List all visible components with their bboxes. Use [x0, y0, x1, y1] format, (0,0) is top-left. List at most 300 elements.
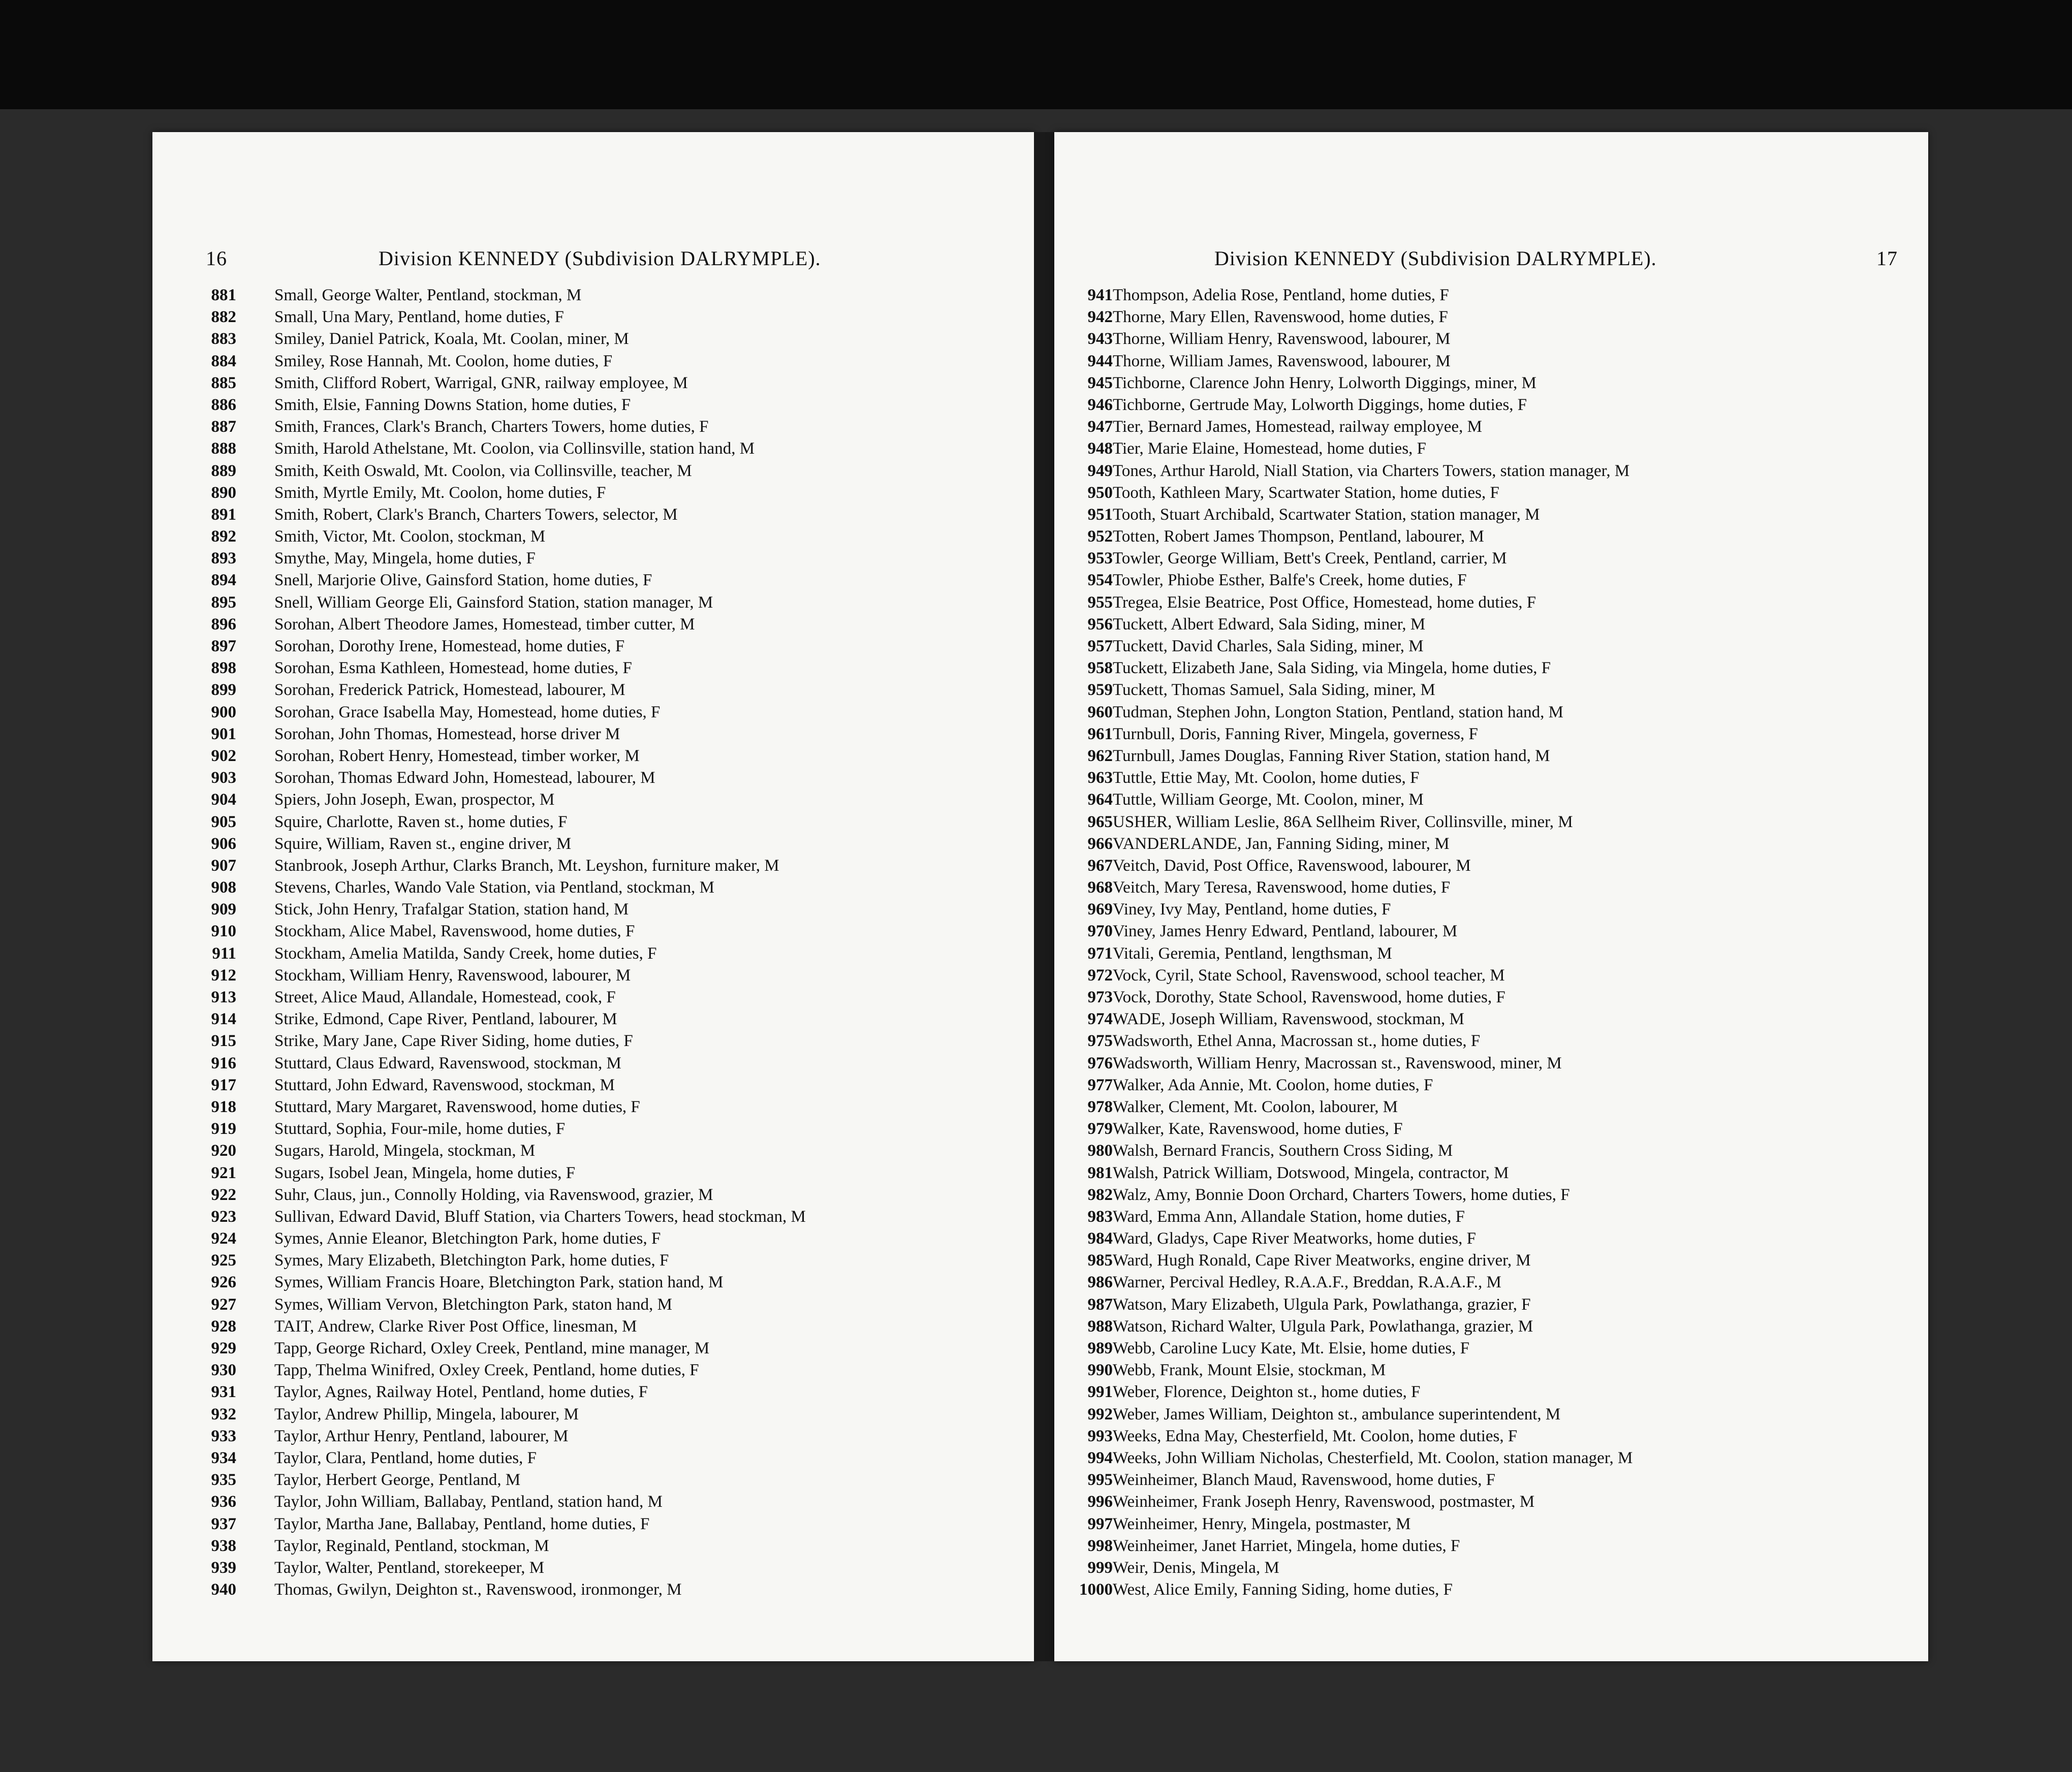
entry-text: Smith, Clifford Robert, Warrigal, GNR, railway employee, M	[274, 373, 688, 392]
entry-number: 960	[1087, 703, 1113, 721]
entry-text: Wadsworth, William Henry, Macrossan st., Ravenswood, miner, M	[1113, 1054, 1562, 1072]
entry-number: 921	[211, 1163, 236, 1182]
entry-number: 918	[211, 1097, 236, 1116]
entry-text: Stuttard, Mary Margaret, Ravenswood, home duties, F	[274, 1097, 640, 1116]
roll-entry	[1054, 1184, 1928, 1206]
entry-number: 958	[1087, 659, 1113, 678]
entry-number: 952	[1087, 527, 1113, 546]
entry-number: 908	[211, 878, 236, 897]
entry-number: 885	[211, 373, 236, 392]
entry-text: Watson, Richard Walter, Ulgula Park, Powlathanga, grazier, M	[1113, 1317, 1533, 1336]
roll-entry	[1054, 1447, 1928, 1469]
roll-entry	[152, 416, 1034, 438]
entry-text: Stockham, William Henry, Ravenswood, labourer, M	[274, 966, 631, 985]
entry-number: 941	[1087, 286, 1113, 304]
book-gutter	[1034, 132, 1054, 1661]
entry-number: 905	[211, 812, 236, 831]
entry-number: 892	[211, 527, 236, 546]
entry-number: 930	[211, 1361, 236, 1380]
entry-number: 899	[211, 681, 236, 700]
roll-entry	[1054, 1250, 1928, 1272]
entry-text: Taylor, Reginald, Pentland, stockman, M	[274, 1536, 549, 1555]
entry-number: 913	[211, 988, 236, 1006]
roll-entry	[152, 1140, 1034, 1162]
roll-entry	[152, 1272, 1034, 1293]
entry-number: 950	[1087, 483, 1113, 502]
entry-text: Weeks, Edna May, Chesterfield, Mt. Coolon, home duties, F	[1113, 1427, 1518, 1445]
entry-number: 881	[211, 286, 236, 304]
left-entry-list	[152, 284, 1034, 1601]
roll-entry	[152, 1513, 1034, 1535]
entry-text: Sorohan, Dorothy Irene, Homestead, home duties, F	[274, 637, 625, 655]
entry-text: Veitch, Mary Teresa, Ravenswood, home duties, F	[1113, 878, 1451, 897]
entry-number: 993	[1087, 1427, 1113, 1445]
right-page-header	[1054, 246, 1928, 282]
entry-text: Smith, Frances, Clark's Branch, Charters Towers, home duties, F	[274, 418, 709, 436]
entry-number: 896	[211, 615, 236, 634]
entry-text: Stockham, Alice Mabel, Ravenswood, home duties, F	[274, 922, 635, 941]
entry-number: 931	[211, 1383, 236, 1402]
entry-number: 955	[1087, 593, 1113, 612]
roll-entry	[152, 1053, 1034, 1074]
entry-number: 910	[211, 922, 236, 941]
roll-entry	[1054, 1491, 1928, 1513]
roll-entry	[1054, 1228, 1928, 1250]
entry-text: Walsh, Bernard Francis, Southern Cross Siding, M	[1113, 1142, 1453, 1160]
entry-number: 920	[211, 1142, 236, 1160]
roll-entry	[152, 745, 1034, 767]
roll-entry	[152, 1008, 1034, 1030]
roll-entry	[1054, 328, 1928, 350]
entry-text: Symes, Mary Elizabeth, Bletchington Park, home duties, F	[274, 1251, 669, 1270]
entry-text: Smith, Myrtle Emily, Mt. Coolon, home duties, F	[274, 483, 606, 502]
entry-text: Sorohan, Frederick Patrick, Homestead, labourer, M	[274, 681, 625, 700]
roll-entry	[152, 987, 1034, 1008]
roll-entry	[1054, 702, 1928, 723]
roll-entry	[1054, 372, 1928, 394]
entry-number: 997	[1087, 1514, 1113, 1533]
roll-entry	[152, 1030, 1034, 1052]
entry-text: Tregea, Elsie Beatrice, Post Office, Homestead, home duties, F	[1113, 593, 1536, 612]
roll-entry	[152, 1294, 1034, 1316]
entry-text: Veitch, David, Post Office, Ravenswood, labourer, M	[1113, 856, 1471, 875]
entry-text: Taylor, Martha Jane, Ballabay, Pentland, home duties, F	[274, 1514, 650, 1533]
entry-number: 924	[211, 1229, 236, 1248]
entry-text: Sugars, Harold, Mingela, stockman, M	[274, 1142, 536, 1160]
roll-entry	[152, 614, 1034, 636]
entry-number: 919	[211, 1120, 236, 1138]
entry-number: 989	[1087, 1339, 1113, 1357]
entry-text: Smith, Robert, Clark's Branch, Charters Towers, selector, M	[274, 505, 678, 524]
entry-text: Walsh, Patrick William, Dotswood, Mingela, contractor, M	[1113, 1163, 1509, 1182]
roll-entry	[1054, 636, 1928, 657]
entry-text: Stanbrook, Joseph Arthur, Clarks Branch, Mt. Leyshon, furniture maker, M	[274, 856, 779, 875]
entry-text: Sullivan, Edward David, Bluff Station, via Charters Towers, head stockman, M	[274, 1207, 806, 1226]
roll-entry	[1054, 1557, 1928, 1579]
roll-entry	[152, 548, 1034, 569]
entry-text: Tapp, George Richard, Oxley Creek, Pentland, mine manager, M	[274, 1339, 710, 1357]
entry-number: 994	[1087, 1448, 1113, 1467]
roll-entry	[152, 1491, 1034, 1513]
entry-number: 934	[211, 1448, 236, 1467]
entry-text: Sorohan, Albert Theodore James, Homestead, timber cutter, M	[274, 615, 695, 634]
entry-text: Smiley, Rose Hannah, Mt. Coolon, home duties, F	[274, 352, 613, 370]
roll-entry	[1054, 965, 1928, 987]
right-page	[1054, 132, 1928, 1661]
roll-entry	[1054, 351, 1928, 372]
entry-number: 902	[211, 746, 236, 765]
left-page	[152, 132, 1034, 1661]
entry-text: Smith, Harold Athelstane, Mt. Coolon, via Collinsville, station hand, M	[274, 439, 755, 458]
entry-text: Tier, Marie Elaine, Homestead, home duties, F	[1113, 439, 1427, 458]
entry-number: 998	[1087, 1536, 1113, 1555]
entry-text: Taylor, John William, Ballabay, Pentland, station hand, M	[274, 1493, 663, 1511]
entry-number: 983	[1087, 1207, 1113, 1226]
roll-entry	[152, 1184, 1034, 1206]
entry-number: 895	[211, 593, 236, 612]
entry-text: Weinheimer, Henry, Mingela, postmaster, M	[1113, 1514, 1411, 1533]
roll-entry	[1054, 1118, 1928, 1140]
roll-entry	[1054, 394, 1928, 416]
roll-entry	[1054, 1359, 1928, 1381]
roll-entry	[152, 394, 1034, 416]
entry-number: 956	[1087, 615, 1113, 634]
roll-entry	[1054, 767, 1928, 789]
entry-text: Ward, Gladys, Cape River Meatworks, home duties, F	[1113, 1229, 1476, 1248]
roll-entry	[152, 372, 1034, 394]
roll-entry	[152, 351, 1034, 372]
entry-text: Totten, Robert James Thompson, Pentland, labourer, M	[1113, 527, 1484, 546]
entry-number: 967	[1087, 856, 1113, 875]
roll-entry	[1054, 943, 1928, 965]
entry-text: USHER, William Leslie, 86A Sellheim River, Collinsville, miner, M	[1113, 812, 1573, 831]
entry-text: Thorne, Mary Ellen, Ravenswood, home duties, F	[1113, 308, 1448, 327]
roll-entry	[1054, 526, 1928, 548]
entry-number: 976	[1087, 1054, 1113, 1072]
entry-number: 882	[211, 308, 236, 327]
entry-number: 887	[211, 418, 236, 436]
entry-number: 949	[1087, 461, 1113, 480]
entry-number: 991	[1087, 1383, 1113, 1402]
entry-text: Stuttard, Sophia, Four-mile, home duties, F	[274, 1120, 566, 1138]
roll-entry	[1054, 657, 1928, 679]
entry-text: Wadsworth, Ethel Anna, Macrossan st., home duties, F	[1113, 1032, 1481, 1051]
entry-number: 961	[1087, 724, 1113, 743]
entry-text: TAIT, Andrew, Clarke River Post Office, linesman, M	[274, 1317, 637, 1336]
entry-text: Viney, Ivy May, Pentland, home duties, F	[1113, 900, 1391, 919]
entry-text: Vitali, Geremia, Pentland, lengthsman, M	[1113, 944, 1392, 963]
entry-number: 964	[1087, 790, 1113, 809]
entry-number: 925	[211, 1251, 236, 1270]
right-page-number: 17	[1876, 247, 1898, 270]
entry-text: Strike, Edmond, Cape River, Pentland, labourer, M	[274, 1010, 617, 1029]
entry-text: Ward, Hugh Ronald, Cape River Meatworks, engine driver, M	[1113, 1251, 1531, 1270]
roll-entry	[1054, 284, 1928, 306]
entry-text: Sorohan, John Thomas, Homestead, horse driver M	[274, 724, 620, 743]
entry-number: 889	[211, 461, 236, 480]
roll-entry	[1054, 1426, 1928, 1447]
entry-number: 977	[1087, 1075, 1113, 1094]
entry-number: 935	[211, 1471, 236, 1490]
roll-entry	[1054, 1338, 1928, 1359]
entry-text: Weinheimer, Blanch Maud, Ravenswood, home duties, F	[1113, 1471, 1496, 1490]
entry-text: Taylor, Walter, Pentland, storekeeper, M	[274, 1558, 545, 1577]
roll-entry	[1054, 1535, 1928, 1557]
entry-text: Towler, George William, Bett's Creek, Pentland, carrier, M	[1113, 549, 1507, 568]
entry-text: Squire, Charlotte, Raven st., home duties, F	[274, 812, 568, 831]
entry-number: 903	[211, 769, 236, 787]
roll-entry	[1054, 1272, 1928, 1293]
entry-text: Suhr, Claus, jun., Connolly Holding, via Ravenswood, grazier, M	[274, 1185, 713, 1204]
roll-entry	[1054, 1381, 1928, 1403]
roll-entry	[1054, 614, 1928, 636]
entry-number: 981	[1087, 1163, 1113, 1182]
entry-number: 929	[211, 1339, 236, 1357]
entry-text: Tuckett, Thomas Samuel, Sala Siding, miner, M	[1113, 681, 1435, 700]
roll-entry	[152, 1118, 1034, 1140]
entry-number: 988	[1087, 1317, 1113, 1336]
entry-number: 962	[1087, 746, 1113, 765]
entry-text: Strike, Mary Jane, Cape River Siding, home duties, F	[274, 1032, 633, 1051]
entry-text: Tuttle, Ettie May, Mt. Coolon, home duties, F	[1113, 769, 1420, 787]
entry-text: Stuttard, John Edward, Ravenswood, stockman, M	[274, 1075, 615, 1094]
entry-number: 907	[211, 856, 236, 875]
entry-text: Walker, Kate, Ravenswood, home duties, F	[1113, 1120, 1403, 1138]
roll-entry	[1054, 416, 1928, 438]
entry-number: 942	[1087, 308, 1113, 327]
roll-entry	[152, 723, 1034, 745]
roll-entry	[1054, 1162, 1928, 1184]
entry-text: Tuckett, Elizabeth Jane, Sala Siding, via Mingela, home duties, F	[1113, 659, 1551, 678]
roll-entry	[1054, 548, 1928, 569]
entry-number: 933	[211, 1427, 236, 1445]
entry-text: Sorohan, Robert Henry, Homestead, timber worker, M	[274, 746, 640, 765]
entry-number: 982	[1087, 1185, 1113, 1204]
entry-number: 995	[1087, 1471, 1113, 1490]
entry-number: 973	[1087, 988, 1113, 1006]
entry-number: 948	[1087, 439, 1113, 458]
roll-entry	[1054, 789, 1928, 811]
entry-text: VANDERLANDE, Jan, Fanning Siding, miner, M	[1113, 834, 1450, 853]
roll-entry	[1054, 504, 1928, 526]
entry-number: 992	[1087, 1405, 1113, 1423]
entry-number: 947	[1087, 418, 1113, 436]
entry-number: 972	[1087, 966, 1113, 985]
roll-entry	[1054, 1316, 1928, 1338]
roll-entry	[1054, 1469, 1928, 1491]
roll-entry	[152, 1469, 1034, 1491]
roll-entry	[152, 833, 1034, 855]
entry-text: Taylor, Andrew Phillip, Mingela, labourer, M	[274, 1405, 579, 1423]
entry-text: Tudman, Stephen John, Longton Station, Pentland, station hand, M	[1113, 703, 1564, 721]
entry-number: 975	[1087, 1032, 1113, 1051]
roll-entry	[152, 811, 1034, 833]
roll-entry	[1054, 833, 1928, 855]
entry-text: Sorohan, Thomas Edward John, Homestead, labourer, M	[274, 769, 655, 787]
entry-text: Webb, Caroline Lucy Kate, Mt. Elsie, home duties, F	[1113, 1339, 1470, 1357]
entry-number: 923	[211, 1207, 236, 1226]
entry-text: Towler, Phiobe Esther, Balfe's Creek, home duties, F	[1113, 571, 1467, 590]
roll-entry	[1054, 1140, 1928, 1162]
entry-number: 1000	[1079, 1580, 1113, 1599]
roll-entry	[152, 1404, 1034, 1426]
scan-top-border	[0, 0, 2072, 109]
roll-entry	[152, 504, 1034, 526]
left-page-header	[152, 246, 1034, 282]
entry-number: 984	[1087, 1229, 1113, 1248]
entry-text: Smith, Victor, Mt. Coolon, stockman, M	[274, 527, 546, 546]
roll-entry	[1054, 877, 1928, 899]
entry-number: 911	[212, 944, 236, 963]
roll-entry	[152, 636, 1034, 657]
entry-number: 888	[211, 439, 236, 458]
entry-number: 891	[211, 505, 236, 524]
roll-entry	[152, 877, 1034, 899]
entry-text: Smith, Keith Oswald, Mt. Coolon, via Collinsville, teacher, M	[274, 461, 692, 480]
roll-entry	[152, 460, 1034, 482]
entry-text: Weir, Denis, Mingela, M	[1113, 1558, 1279, 1577]
entry-number: 996	[1087, 1493, 1113, 1511]
entry-number: 893	[211, 549, 236, 568]
entry-number: 932	[211, 1405, 236, 1423]
roll-entry	[1054, 438, 1928, 460]
entry-number: 963	[1087, 769, 1113, 787]
entry-number: 884	[211, 352, 236, 370]
entry-text: Tier, Bernard James, Homestead, railway employee, M	[1113, 418, 1482, 436]
roll-entry	[1054, 1008, 1928, 1030]
roll-entry	[152, 1426, 1034, 1447]
entry-number: 954	[1087, 571, 1113, 590]
entry-number: 886	[211, 395, 236, 414]
entry-text: Walker, Ada Annie, Mt. Coolon, home duties, F	[1113, 1075, 1433, 1094]
roll-entry	[1054, 1096, 1928, 1118]
entry-text: Small, George Walter, Pentland, stockman, M	[274, 286, 582, 304]
entry-number: 953	[1087, 549, 1113, 568]
entry-text: Watson, Mary Elizabeth, Ulgula Park, Powlathanga, grazier, F	[1113, 1295, 1531, 1314]
roll-entry	[152, 1359, 1034, 1381]
entry-text: Taylor, Agnes, Railway Hotel, Pentland, home duties, F	[274, 1383, 648, 1402]
roll-entry	[152, 965, 1034, 987]
roll-entry	[1054, 306, 1928, 328]
entry-text: Sugars, Isobel Jean, Mingela, home duties, F	[274, 1163, 576, 1182]
entry-text: Taylor, Arthur Henry, Pentland, labourer, M	[274, 1427, 569, 1445]
entry-text: Small, Una Mary, Pentland, home duties, F	[274, 308, 564, 327]
roll-entry	[152, 1228, 1034, 1250]
entry-text: Tones, Arthur Harold, Niall Station, via Charters Towers, station manager, M	[1113, 461, 1630, 480]
entry-number: 937	[211, 1514, 236, 1533]
entry-text: Webb, Frank, Mount Elsie, stockman, M	[1113, 1361, 1386, 1380]
left-page-number: 16	[206, 247, 227, 270]
roll-entry	[152, 899, 1034, 921]
entry-text: Tuttle, William George, Mt. Coolon, miner, M	[1113, 790, 1424, 809]
left-page-title: Division KENNEDY (Subdivision DALRYMPLE).	[379, 247, 821, 270]
roll-entry	[1054, 1513, 1928, 1535]
roll-entry	[152, 1535, 1034, 1557]
entry-text: Warner, Percival Hedley, R.A.A.F., Breddan, R.A.A.F., M	[1113, 1273, 1501, 1292]
entry-text: Weeks, John William Nicholas, Chesterfield, Mt. Coolon, station manager, M	[1113, 1448, 1633, 1467]
entry-number: 951	[1087, 505, 1113, 524]
roll-entry	[152, 702, 1034, 723]
roll-entry	[152, 657, 1034, 679]
right-page-title: Division KENNEDY (Subdivision DALRYMPLE).	[1214, 247, 1657, 270]
roll-entry	[1054, 482, 1928, 504]
entry-text: Tapp, Thelma Winifred, Oxley Creek, Pentland, home duties, F	[274, 1361, 699, 1380]
roll-entry	[1054, 899, 1928, 921]
entry-text: Stick, John Henry, Trafalgar Station, station hand, M	[274, 900, 629, 919]
entry-number: 912	[211, 966, 236, 985]
roll-entry	[152, 438, 1034, 460]
entry-text: Spiers, John Joseph, Ewan, prospector, M	[274, 790, 555, 809]
entry-text: Walker, Clement, Mt. Coolon, labourer, M	[1113, 1097, 1398, 1116]
roll-entry	[1054, 745, 1928, 767]
entry-text: Tichborne, Clarence John Henry, Lolworth Diggings, miner, M	[1113, 373, 1536, 392]
roll-entry	[152, 482, 1034, 504]
roll-entry	[152, 679, 1034, 701]
entry-text: Snell, Marjorie Olive, Gainsford Station, home duties, F	[274, 571, 652, 590]
entry-number: 940	[211, 1580, 236, 1599]
roll-entry	[1054, 921, 1928, 942]
entry-number: 898	[211, 659, 236, 678]
entry-text: Turnbull, Doris, Fanning River, Mingela, governess, F	[1113, 724, 1478, 743]
roll-entry	[152, 569, 1034, 591]
roll-entry	[152, 1381, 1034, 1403]
entry-text: Tichborne, Gertrude May, Lolworth Diggings, home duties, F	[1113, 395, 1527, 414]
entry-number: 978	[1087, 1097, 1113, 1116]
roll-entry	[152, 789, 1034, 811]
entry-number: 890	[211, 483, 236, 502]
entry-text: Tuckett, Albert Edward, Sala Siding, miner, M	[1113, 615, 1426, 634]
entry-text: Thorne, William Henry, Ravenswood, labourer, M	[1113, 330, 1451, 349]
roll-entry	[152, 1316, 1034, 1338]
roll-entry	[152, 943, 1034, 965]
entry-number: 909	[211, 900, 236, 919]
entry-number: 936	[211, 1493, 236, 1511]
entry-number: 985	[1087, 1251, 1113, 1270]
entry-text: Stuttard, Claus Edward, Ravenswood, stockman, M	[274, 1054, 621, 1072]
roll-entry	[1054, 1053, 1928, 1074]
entry-text: Street, Alice Maud, Allandale, Homestead, cook, F	[274, 988, 616, 1006]
entry-text: Symes, William Vervon, Bletchington Park, staton hand, M	[274, 1295, 672, 1314]
entry-text: Stockham, Amelia Matilda, Sandy Creek, home duties, F	[274, 944, 657, 963]
roll-entry	[1054, 679, 1928, 701]
entry-number: 987	[1087, 1295, 1113, 1314]
entry-text: WADE, Joseph William, Ravenswood, stockman, M	[1113, 1010, 1464, 1029]
roll-entry	[1054, 569, 1928, 591]
roll-entry	[152, 855, 1034, 877]
entry-text: Tooth, Stuart Archibald, Scartwater Station, station manager, M	[1113, 505, 1540, 524]
entry-number: 970	[1087, 922, 1113, 941]
roll-entry	[152, 328, 1034, 350]
entry-number: 999	[1087, 1558, 1113, 1577]
entry-number: 980	[1087, 1142, 1113, 1160]
entry-number: 966	[1087, 834, 1113, 853]
roll-entry	[152, 1096, 1034, 1118]
entry-number: 979	[1087, 1120, 1113, 1138]
entry-number: 883	[211, 330, 236, 349]
entry-text: Smith, Elsie, Fanning Downs Station, home duties, F	[274, 395, 631, 414]
entry-number: 906	[211, 834, 236, 853]
entry-text: West, Alice Emily, Fanning Siding, home duties, F	[1113, 1580, 1453, 1599]
entry-text: Thompson, Adelia Rose, Pentland, home duties, F	[1113, 286, 1449, 304]
entry-text: Walz, Amy, Bonnie Doon Orchard, Charters Towers, home duties, F	[1113, 1185, 1570, 1204]
entry-number: 965	[1087, 812, 1113, 831]
entry-number: 957	[1087, 637, 1113, 655]
entry-number: 916	[211, 1054, 236, 1072]
entry-number: 927	[211, 1295, 236, 1314]
entry-text: Vock, Cyril, State School, Ravenswood, school teacher, M	[1113, 966, 1505, 985]
entry-number: 900	[211, 703, 236, 721]
entry-text: Stevens, Charles, Wando Vale Station, via Pentland, stockman, M	[274, 878, 714, 897]
